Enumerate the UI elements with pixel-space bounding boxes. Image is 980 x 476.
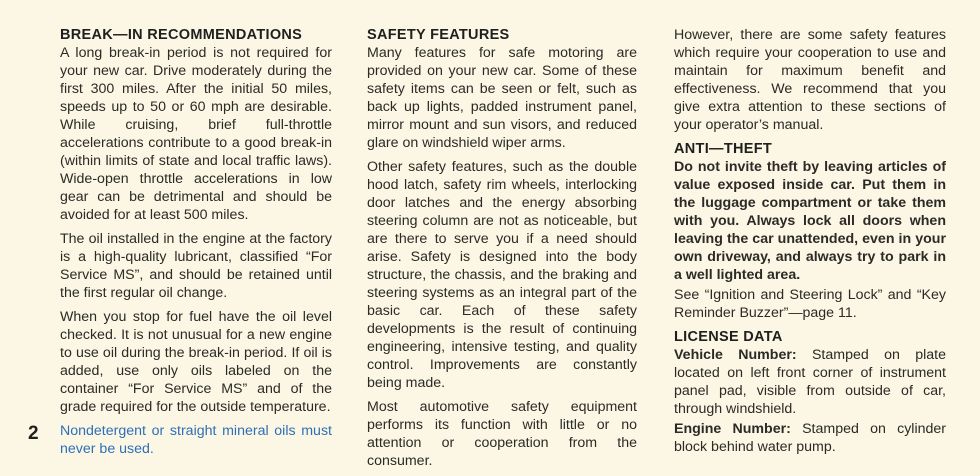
vehicle-number-label: Vehicle Number: (674, 347, 797, 363)
break-in-paragraph-3: When you stop for fuel have the oil level checked. It is not unusual for a new engine to use oil during the break-in period. If oil is added, use only oils labeled on the container “For Service MS” and of the grade required for the outside temperature. (60, 309, 332, 415)
column-safety (367, 26, 637, 476)
break-in-heading: BREAK—IN RECOMMENDATIONS (60, 27, 303, 43)
break-in-paragraph-2: The oil installed in the engine at the factory is a high-quality lubricant, classified “For Service MS”, and should be retained until the first regular oil change. (60, 231, 332, 301)
page-number: 2 (28, 423, 39, 444)
column-break-in (60, 26, 332, 464)
safety-paragraph-1: Many features for safe motoring are provided on your new car. Some of these safety items can be seen or felt, such as back up lights, padded instrument panel, mirror mount and sun visors, and reduced glare on windshield wiper arms. (367, 45, 637, 151)
vehicle-number-paragraph (674, 346, 946, 418)
safety-paragraph-3: Most automotive safety equipment performs its function with little or no attention or cooperation from the consumer. (367, 399, 637, 469)
break-in-oil-warning: Nondetergent or straight mineral oils must never be used. (60, 423, 332, 457)
engine-number-paragraph (674, 420, 946, 456)
break-in-paragraph-1: A long break-in period is not required for your new car. Drive moderately during the first 300 miles. After the initial 50 miles, speeds up to 50 or 60 mph are desirable. While cruising, brief full-throttle accelerations contribute to a good break-in (within limits of state and local traffic laws). Wide-open throttle accelerations in low gear can be detrimental and should be avoided for at least 500 miles. (60, 45, 332, 223)
safety-continued-paragraph: However, there are some safety features which require your cooperation to use and maintain for maximum benefit and effectiveness. We recommend that you give extra attention to these sections of your operator’s manual. (674, 27, 946, 133)
anti-theft-reference: See “Ignition and Steering Lock” and “Key Reminder Buzzer”—page 11. (674, 287, 946, 321)
safety-heading: SAFETY FEATURES (367, 27, 510, 43)
column-theft-license (674, 26, 946, 462)
vehicle-number-text: Stamped on plate located on left front corner of instrument panel pad, visible from outside of car, through windshield. (674, 347, 947, 417)
anti-theft-warning: Do not invite theft by leaving articles of value exposed inside car. Put them in the luggage compartment or take them with you. Always lock all doors when leaving the car unattended, even in your own driveway, and always try to park in a well lighted area. (674, 159, 946, 283)
license-data-heading: LICENSE DATA (674, 329, 783, 345)
engine-number-text: Stamped on cylinder block behind water pump. (674, 421, 946, 455)
anti-theft-heading: ANTI—THEFT (674, 141, 773, 157)
safety-paragraph-2: Other safety features, such as the double hood latch, safety rim wheels, interlocking door latches and the energy absorbing steering column are not as noticeable, but are there to serve you if a need should arise. Safety is designed into the body structure, the chassis, and the braking and steering systems as an integral part of the basic car. Each of these safety developments is the result of continuing engineering, intensive testing, and quality control. Improvements are constantly being made. (367, 159, 637, 391)
engine-number-label: Engine Number: (674, 421, 791, 437)
